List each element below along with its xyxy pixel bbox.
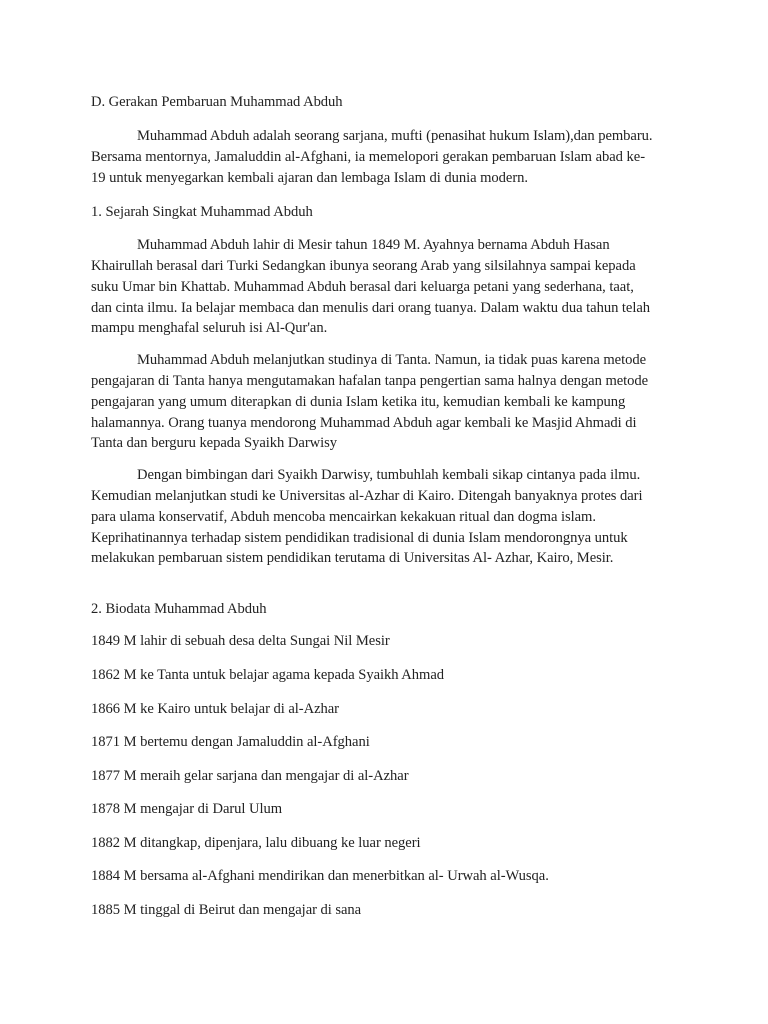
subsection-1-heading: 1. Sejarah Singkat Muhammad Abduh [91, 204, 313, 220]
biodata-item: 1885 M tinggal di Beirut dan mengajar di sana [91, 902, 362, 918]
biodata-item: 1862 M ke Tanta untuk belajar agama kepada Syaikh Ahmad [91, 667, 445, 683]
biodata-item: 1882 M ditangkap, dipenjara, lalu dibuang ke luar negeri [91, 835, 421, 851]
subsection-2-heading: 2. Biodata Muhammad Abduh [91, 601, 267, 617]
biodata-item: 1871 M bertemu dengan Jamaluddin al-Afghani [91, 734, 370, 750]
paragraph-line: Bersama mentornya, Jamaluddin al-Afghani, ia memelopori gerakan pembaruan Islam abad ke- [91, 149, 646, 165]
biodata-item: 1884 M bersama al-Afghani mendirikan dan menerbitkan al- Urwah al-Wusqa. [91, 868, 549, 884]
paragraph-line: Muhammad Abduh lahir di Mesir tahun 1849 M. Ayahnya bernama Abduh Hasan [137, 237, 610, 253]
paragraph-line: Keprihatinannya terhadap sistem pendidikan tradisional di dunia Islam mendorongnya untuk [91, 530, 628, 546]
paragraph-line: Tanta dan berguru kepada Syaikh Darwisy [91, 435, 337, 451]
paragraph-line: mampu menghafal seluruh isi Al-Qur'an. [91, 320, 328, 336]
paragraph-line: 19 untuk menyegarkan kembali ajaran dan lembaga Islam di dunia modern. [91, 170, 529, 186]
paragraph-line: Dengan bimbingan dari Syaikh Darwisy, tumbuhlah kembali sikap cintanya pada ilmu. [137, 467, 641, 483]
biodata-item: 1866 M ke Kairo untuk belajar di al-Azhar [91, 701, 339, 717]
section-title: D. Gerakan Pembaruan Muhammad Abduh [91, 94, 343, 110]
paragraph-line: Kemudian melanjutkan studi ke Universitas al-Azhar di Kairo. Ditengah banyaknya protes dari [91, 488, 643, 504]
paragraph-line: halamannya. Orang tuanya mendorong Muhammad Abduh agar kembali ke Masjid Ahmadi di [91, 415, 637, 431]
paragraph-line: dan cinta ilmu. Ia belajar membaca dan menulis dari orang tuanya. Dalam waktu dua tahun telah [91, 300, 651, 316]
paragraph-line: pengajaran di Tanta hanya mengutamakan hafalan tanpa pengertian sama halnya dengan metode [91, 373, 649, 389]
biodata-item: 1877 M meraih gelar sarjana dan mengajar di al-Azhar [91, 768, 409, 784]
biodata-item: 1878 M mengajar di Darul Ulum [91, 801, 283, 817]
paragraph-line: Khairullah berasal dari Turki Sedangkan ibunya seorang Arab yang silsilahnya sampai kepada [91, 258, 636, 274]
biodata-item: 1849 M lahir di sebuah desa delta Sungai Nil Mesir [91, 633, 390, 649]
paragraph-line: Muhammad Abduh adalah seorang sarjana, mufti (penasihat hukum Islam),dan pembaru. [137, 128, 653, 144]
paragraph-line: suku Umar bin Khattab. Muhammad Abduh berasal dari keluarga petani yang sederhana, taat, [91, 279, 634, 295]
paragraph-line: para ulama konservatif, Abduh mencoba mencairkan kekakuan ritual dan dogma islam. [91, 509, 596, 525]
paragraph-line: melakukan pembaruan sistem pendidikan terutama di Universitas Al- Azhar, Kairo, Mesir. [91, 550, 614, 566]
paragraph-line: Muhammad Abduh melanjutkan studinya di Tanta. Namun, ia tidak puas karena metode [137, 352, 647, 368]
paragraph-line: pengajaran yang umum diterapkan di dunia Islam ketika itu, kemudian kembali ke kampung [91, 394, 626, 410]
